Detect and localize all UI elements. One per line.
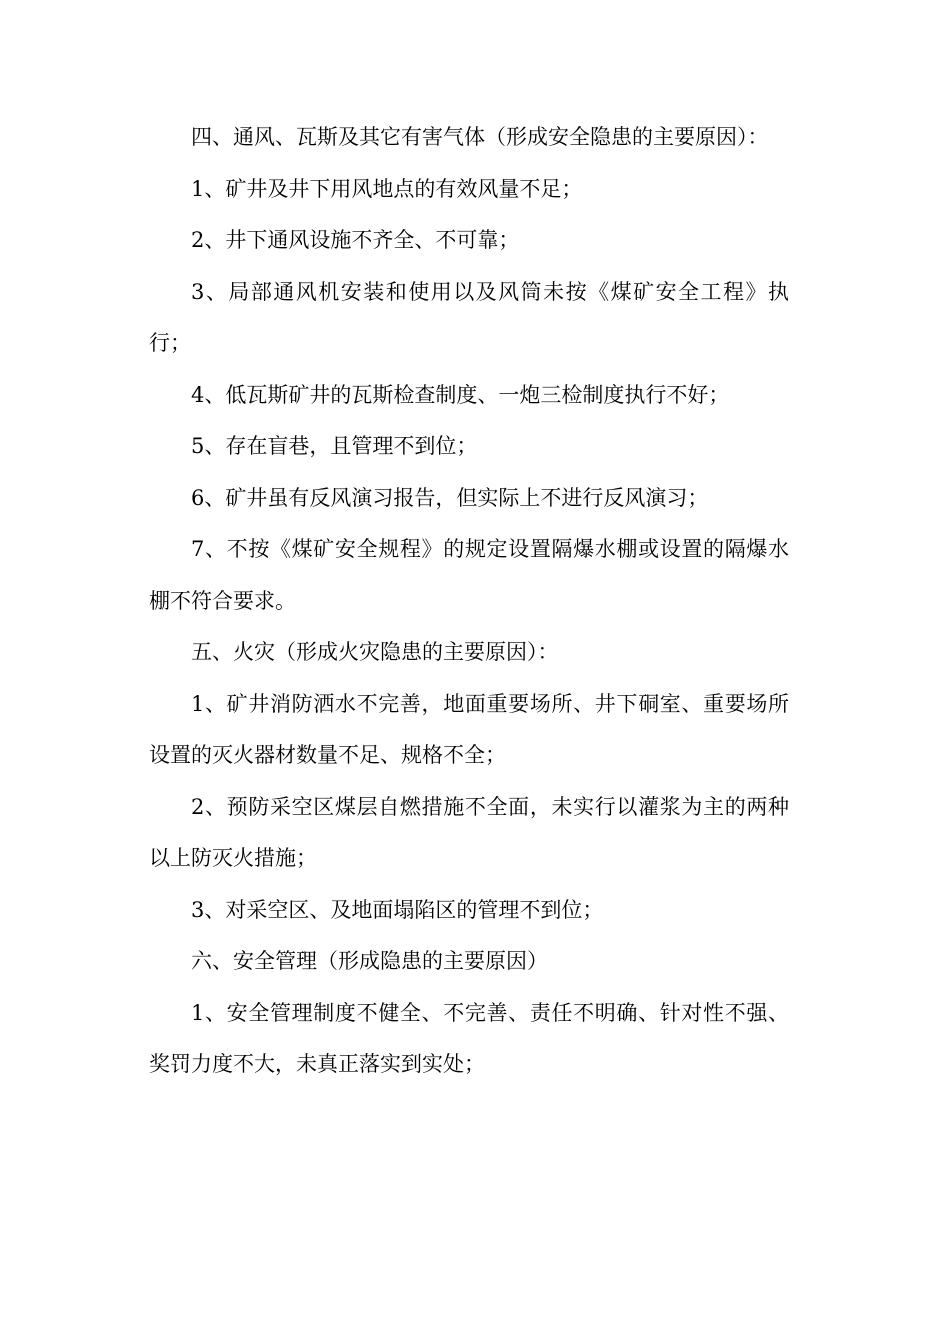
list-item: 1、矿井及井下用风地点的有效风量不足； — [191, 176, 583, 201]
section-heading-fire: 五、火灾（形成火灾隐患的主要原因）： — [191, 640, 559, 664]
list-item: 1、矿井消防洒水不完善，地面重要场所、井下硐室、重要场所设置的灭火器材数量不足、规格不全； — [149, 691, 789, 767]
list-item: 3、局部通风机安装和使用以及风筒未按《煤矿安全工程》执行； — [149, 279, 789, 355]
document-body — [149, 112, 789, 1091]
list-item: 3、对采空区、及地面塌陷区的管理不到位； — [191, 897, 604, 922]
list-item: 5、存在盲巷，且管理不到位； — [191, 434, 478, 458]
list-item: 4、低瓦斯矿井的瓦斯检查制度、一炮三检制度执行不好； — [191, 382, 730, 407]
list-item: 1、安全管理制度不健全、不完善、责任不明确、针对性不强、奖罚力度不大，未真正落实到实处； — [149, 1000, 789, 1076]
section-heading-safety-management: 六、安全管理（形成隐患的主要原因） — [191, 949, 548, 973]
list-item: 2、预防采空区煤层自燃措施不全面，未实行以灌浆为主的两种以上防灭火措施； — [149, 794, 789, 870]
list-item: 2、井下通风设施不齐全、不可靠； — [191, 228, 520, 252]
section-heading-ventilation: 四、通风、瓦斯及其它有害气体（形成安全隐患的主要原因）： — [191, 125, 769, 149]
list-item: 7、不按《煤矿安全规程》的规定设置隔爆水棚或设置的隔爆水棚不符合要求。 — [149, 537, 789, 613]
list-item: 6、矿井虽有反风演习报告，但实际上不进行反风演习； — [191, 485, 709, 510]
